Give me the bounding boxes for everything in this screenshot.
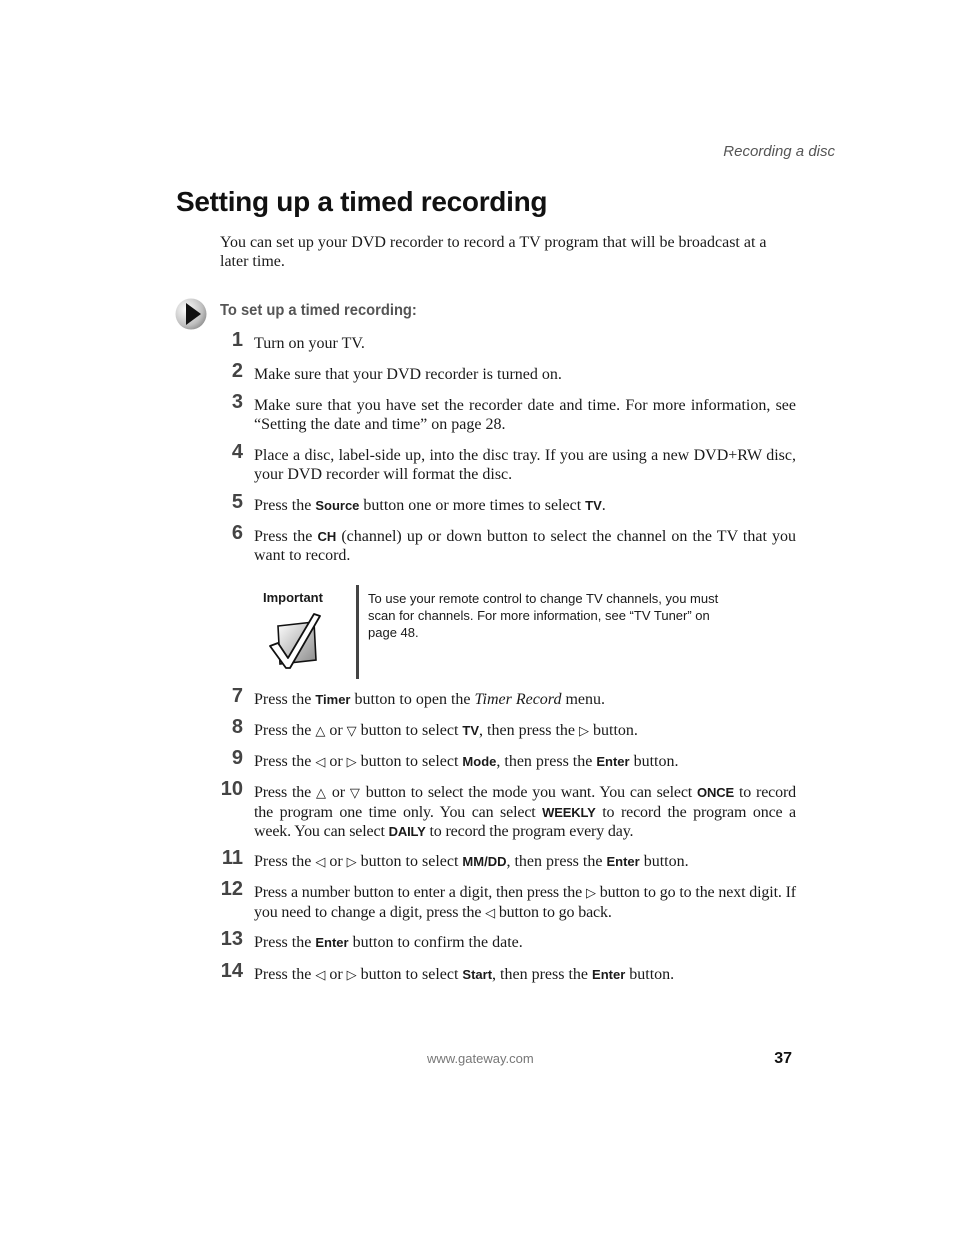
right-arrow-icon: ▷ — [346, 855, 357, 870]
left-arrow-icon: ◁ — [315, 855, 326, 870]
tv-label: TV — [585, 498, 602, 513]
down-arrow-icon: ▽ — [349, 786, 361, 801]
step-number: 5 — [231, 491, 243, 513]
step-text: Press a number button to enter a digit, then press the ▷ button to go to the next digit. If you need to change a digit, press the ◁ button to go back. — [254, 884, 796, 921]
arrow-right-icon — [174, 297, 208, 331]
step-text: Make sure that you have set the recorder date and time. For more information, see “Setting the date and time” on page 28. — [254, 397, 796, 433]
timer-button-label: Timer — [315, 692, 351, 707]
daily-option-label: DAILY — [388, 824, 426, 839]
mmdd-label: MM/DD — [462, 854, 507, 869]
step-number: 3 — [231, 391, 243, 413]
step-number: 9 — [231, 747, 243, 769]
step-number: 7 — [231, 685, 243, 707]
step-text: Turn on your TV. — [254, 335, 365, 352]
step-text: Press the Enter button to confirm the date. — [254, 934, 523, 951]
step-number: 13 — [220, 928, 243, 950]
step-text: Press the △ or ▽ button to select TV, then press the ▷ button. — [254, 722, 638, 739]
source-button-label: Source — [315, 498, 360, 513]
checkmark-icon — [268, 612, 322, 670]
footer-url: www.gateway.com — [427, 1051, 534, 1066]
step-number: 4 — [231, 441, 243, 463]
up-arrow-icon: △ — [315, 724, 326, 739]
step-text: Press the ◁ or ▷ button to select Mode, then press the Enter button. — [254, 753, 679, 770]
step-text: Press the CH (channel) up or down button to select the channel on the TV that you want to record. — [254, 528, 796, 564]
step-text: Press the Timer button to open the Timer Record menu. — [254, 691, 605, 708]
step-number: 10 — [220, 778, 243, 800]
left-arrow-icon: ◁ — [485, 906, 495, 921]
weekly-option-label: WEEKLY — [542, 805, 596, 820]
mode-label: Mode — [462, 754, 497, 769]
page-number: 37 — [774, 1050, 792, 1067]
left-arrow-icon: ◁ — [315, 968, 326, 983]
left-arrow-icon: ◁ — [315, 755, 326, 770]
step-number: 11 — [221, 847, 243, 869]
right-arrow-icon: ▷ — [585, 886, 596, 901]
enter-button-label: Enter — [592, 967, 626, 982]
page-title: Setting up a timed recording — [176, 186, 548, 217]
step-text: Press the ◁ or ▷ button to select MM/DD, then press the Enter button. — [254, 853, 689, 870]
enter-button-label: Enter — [315, 935, 349, 950]
tv-label: TV — [462, 723, 480, 738]
once-option-label: ONCE — [697, 785, 734, 800]
start-label: Start — [462, 967, 493, 982]
step-number: 1 — [231, 329, 243, 351]
step-number: 6 — [231, 522, 243, 544]
step-text: Make sure that your DVD recorder is turned on. — [254, 366, 562, 383]
step-number: 8 — [231, 716, 243, 738]
timer-record-menu-label: Timer Record — [474, 691, 562, 708]
step-text: Press the △ or ▽ button to select the mode you want. You can select ONCE to record the program one time only. You can select WEEKLY to record the program once a week. You can select DAILY to record the program every day. — [254, 784, 796, 840]
procedure-title: To set up a timed recording: — [220, 302, 417, 319]
step-number: 14 — [220, 960, 243, 982]
down-arrow-icon: ▽ — [346, 724, 357, 739]
right-arrow-icon: ▷ — [346, 755, 357, 770]
note-divider — [356, 585, 359, 679]
note-text: To use your remote control to change TV channels, you must scan for channels. For more information, see “TV Tuner” on page 48. — [368, 591, 719, 640]
right-arrow-icon: ▷ — [346, 968, 357, 983]
up-arrow-icon: △ — [316, 786, 327, 801]
ch-button-label: CH — [317, 529, 337, 544]
enter-button-label: Enter — [596, 754, 630, 769]
running-head: Recording a disc — [723, 143, 835, 160]
intro-paragraph: You can set up your DVD recorder to record a TV program that will be broadcast at a later time. — [220, 234, 767, 270]
note-label: Important — [263, 590, 323, 605]
step-text: Press the Source button one or more times to select TV. — [254, 497, 606, 514]
step-text: Place a disc, label-side up, into the disc tray. If you are using a new DVD+RW disc, your DVD recorder will format the disc. — [254, 447, 796, 483]
enter-button-label: Enter — [606, 854, 640, 869]
right-arrow-icon: ▷ — [579, 724, 590, 739]
step-number: 12 — [220, 878, 243, 900]
step-text: Press the ◁ or ▷ button to select Start, then press the Enter button. — [254, 966, 675, 983]
step-number: 2 — [231, 360, 243, 382]
